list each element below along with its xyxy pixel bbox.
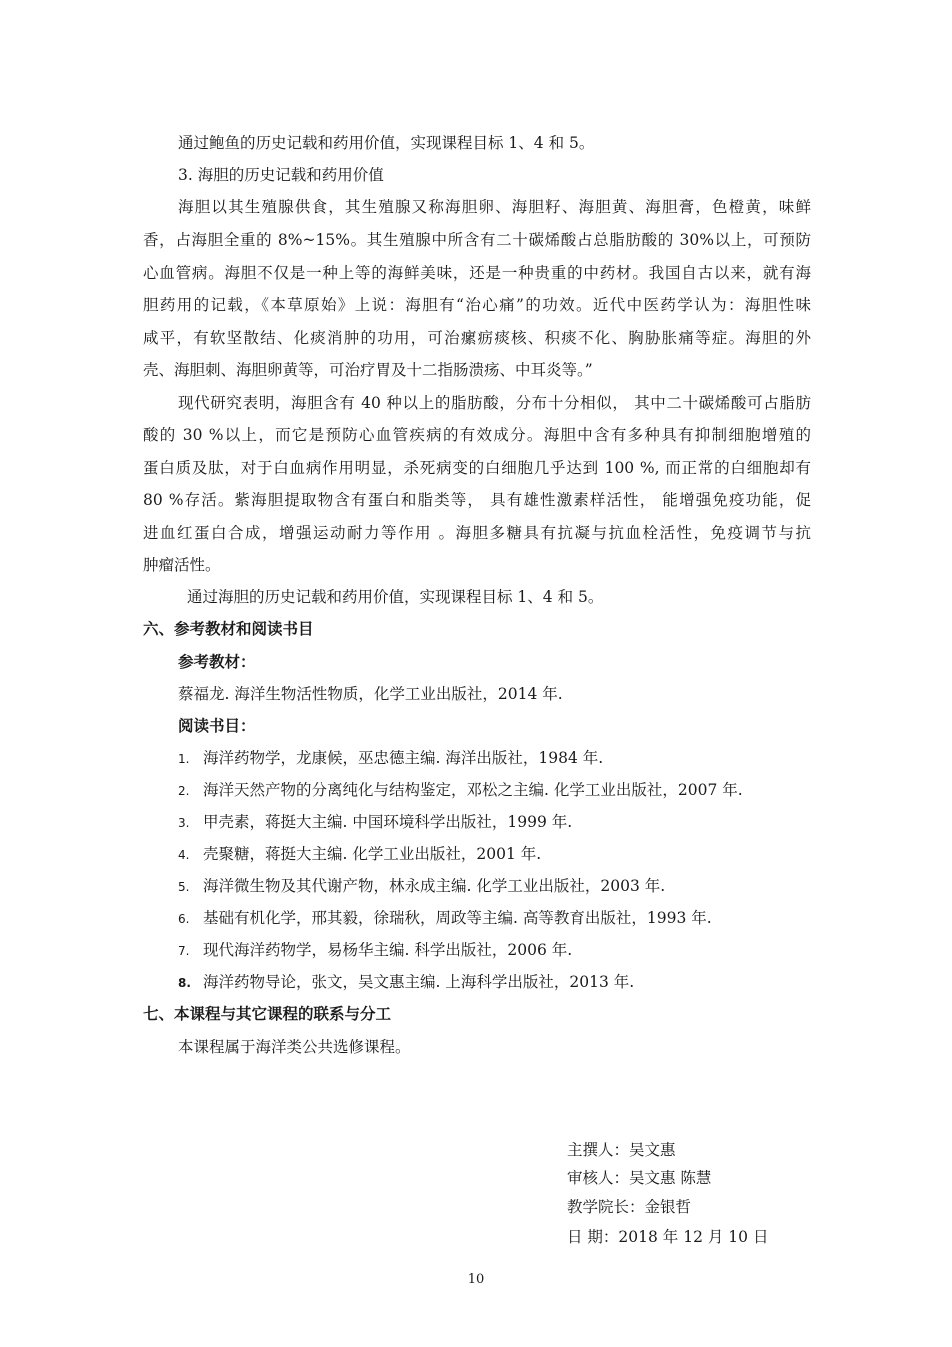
section-heading-references: 六、参考教材和阅读书目 (143, 620, 314, 638)
paragraph-line: 酸的 30 %以上，而它是预防心血管疾病的有效成分。海胆中含有多种具有抑制细胞增殖的 (143, 426, 811, 444)
list-text: 甲壳素，蒋挺大主编. 中国环境科学出版社，1999 年. (203, 813, 573, 831)
list-number: 6. (178, 912, 190, 926)
list-number: 8. (178, 976, 191, 990)
list-text: 基础有机化学，邢其毅，徐瑞秋，周政等主编. 高等教育出版社，1993 年. (203, 909, 712, 927)
list-number: 4. (178, 848, 190, 862)
paragraph-line: 肿瘤活性。 (143, 556, 221, 574)
paragraph-line: 海胆以其生殖腺供食，其生殖腺又称海胆卵、海胆籽、海胆黄、海胆膏，色橙黄，味鲜 (178, 198, 811, 216)
reading-list-item (178, 876, 818, 897)
signature-reviewer: 审核人：吴文惠 陈慧 (567, 1169, 712, 1187)
signature-dean: 教学院长：金银哲 (567, 1198, 692, 1216)
reading-list-item (178, 908, 818, 929)
list-number: 2. (178, 784, 190, 798)
paragraph-line: 胆药用的记载，《本草原始》上说：海胆有“治心痛”的功效。近代中医药学认为：海胆性味 (143, 296, 811, 314)
list-number: 1. (178, 752, 190, 766)
list-text: 海洋天然产物的分离纯化与结构鉴定，邓松之主编. 化学工业出版社，2007 年. (203, 781, 743, 799)
paragraph-line: 现代研究表明，海胆含有 40 种以上的脂肪酸，分布十分相似， 其中二十碳烯酸可占脂肪 (178, 394, 811, 412)
paragraph-line: 心血管病。海胆不仅是一种上等的海鲜美味，还是一种贵重的中药材。我国自古以来，就有海 (143, 264, 811, 282)
list-text: 海洋药物学，龙康候，巫忠德主编. 海洋出版社，1984 年. (203, 749, 604, 767)
paragraph-sea-urchin-goal: 通过海胆的历史记载和药用价值，实现课程目标 1、4 和 5。 (187, 588, 604, 606)
list-text: 海洋微生物及其代谢产物，林永成主编. 化学工业出版社，2003 年. (203, 877, 666, 895)
reading-list-item (178, 940, 818, 961)
signature-author: 主撰人：吴文惠 (567, 1141, 676, 1159)
page-number: 10 (467, 1272, 485, 1287)
section-heading-relations: 七、本课程与其它课程的联系与分工 (143, 1005, 392, 1023)
list-number: 7. (178, 944, 190, 958)
reading-list-item (178, 812, 818, 833)
paragraph-abalone-goal: 通过鲍鱼的历史记载和药用价值，实现课程目标 1、4 和 5。 (178, 134, 595, 152)
list-text: 海洋药物导论，张文，吴文惠主编. 上海科学出版社，2013 年. (203, 973, 635, 991)
textbook-label: 参考教材： (178, 653, 256, 671)
reading-list-item (178, 780, 818, 801)
paragraph-line: 80 %存活。紫海胆提取物含有蛋白和脂类等， 具有雄性激素样活性， 能增强免疫功能，促 (143, 491, 811, 509)
reading-list-item (178, 844, 818, 865)
reading-list-item (178, 748, 818, 769)
paragraph-line: 壳、海胆刺、海胆卵黄等，可治疗胃及十二指肠溃疡、中耳炎等。” (143, 361, 593, 379)
list-number: 3. (178, 816, 190, 830)
reading-list-item (178, 972, 818, 993)
paragraph-line: 蛋白质及肽，对于白血病作用明显，杀死病变的白细胞几乎达到 100 %, 而正常的白细胞却有 (143, 459, 811, 477)
relations-text: 本课程属于海洋类公共选修课程。 (178, 1038, 411, 1056)
list-text: 现代海洋药物学，易杨华主编. 科学出版社，2006 年. (203, 941, 573, 959)
subsection-title-sea-urchin: 3. 海胆的历史记载和药用价值 (178, 166, 384, 184)
reading-label: 阅读书目： (178, 717, 256, 735)
list-number: 5. (178, 880, 190, 894)
paragraph-line: 香，占海胆全重的 8%~15%。其生殖腺中所含有二十碳烯酸占总脂肪酸的 30%以上，可预防 (143, 231, 811, 249)
paragraph-line: 进血红蛋白合成，增强运动耐力等作用 。海胆多糖具有抗凝与抗血栓活性，免疫调节与抗 (143, 524, 811, 542)
signature-date: 日 期：2018 年 12 月 10 日 (567, 1228, 769, 1246)
paragraph-line: 咸平，有软坚散结、化痰消肿的功用，可治瘰疬痰核、积痰不化、胸胁胀痛等症。海胆的外 (143, 329, 811, 347)
list-text: 壳聚糖，蒋挺大主编. 化学工业出版社，2001 年. (203, 845, 542, 863)
textbook-entry: 蔡福龙. 海洋生物活性物质，化学工业出版社，2014 年. (178, 685, 563, 703)
